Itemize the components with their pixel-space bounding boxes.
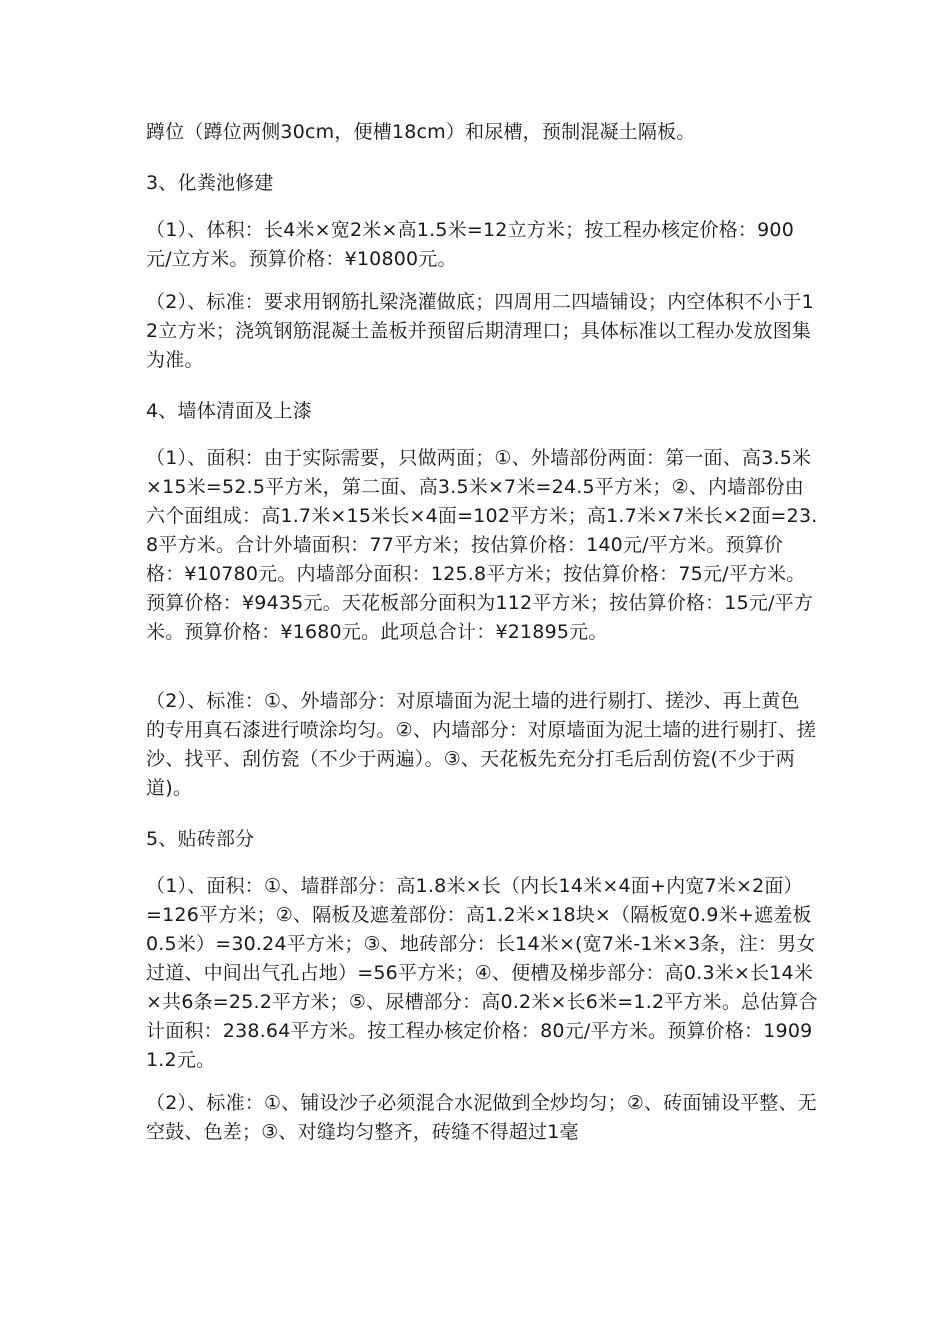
section-heading-wall-painting: 4、墙体清面及上漆	[146, 400, 312, 422]
paragraph-septic-standard: （2）、标准：要求用钢筋扎梁浇灌做底；四周用二四墙铺设；内空体积不小于12立方米；浇筑钢筋混凝土盖板并预留后期清理口；具体标准以工程办发放图集为准。	[146, 291, 814, 371]
document-page	[146, 118, 818, 1161]
paragraph-toilet-layout: 蹲位（蹲位两侧30cm，便槽18cm）和尿槽，预制混凝土隔板。	[146, 121, 696, 143]
paragraph-wall-standard: （2）、标准：①、外墙部分：对原墙面为泥土墙的进行剔打、搓沙、再上黄色的专用真石漆进行喷涂均匀。②、内墙部分：对原墙面为泥土墙的进行剔打、搓沙、找平、刮仿瓷（不少于两遍）。③、天花板先充分打毛后刮仿瓷(不少于两道)。	[146, 690, 817, 799]
section-heading-septic-tank: 3、化粪池修建	[146, 172, 274, 194]
section-heading-tiling: 5、贴砖部分	[146, 828, 255, 850]
paragraph-tiling-standard: （2）、标准：①、铺设沙子必须混合水泥做到全炒均匀；②、砖面铺设平整、无空鼓、色差；③、对缝均匀整齐，砖缝不得超过1毫	[146, 1092, 817, 1143]
paragraph-septic-volume: （1）、体积：长4米×宽2米×高1.5米=12立方米；按工程办核定价格：900元/立方米。预算价格：¥10800元。	[146, 219, 794, 270]
paragraph-wall-area: （1）、面积：由于实际需要，只做两面；①、外墙部份两面：第一面、高3.5米×15米=52.5平方米，第二面、高3.5米×7米=24.5平方米；②、内墙部份由六个面组成：高1.7米×15米长×4面=102平方米；高1.7米×7米长×2面=23.8平方米。合计外墙面积：77平方米；按估算价格：140元/平方米。预算价格：¥10780元。内墙部分面积：125.8平方米；按估算价格：75元/平方米。预算价格：¥9435元。天花板部分面积为112平方米；按估算价格：15元/平方米。预算价格：¥1680元。此项总合计：¥21895元。	[146, 447, 818, 643]
paragraph-tiling-area: （1）、面积：①、墙群部分：高1.8米×长（内长14米×4面+内宽7米×2面）=126平方米；②、隔板及遮羞部份：高1.2米×18块×（隔板宽0.9米+遮羞板0.5米）=30.24平方米；③、地砖部分：长14米×(宽7米-1米×3条，注：男女过道、中间出气孔占地）=56平方米；④、便槽及梯步部分：高0.3米×长14米×共6条=25.2平方米；⑤、尿槽部分：高0.2米×长6米=1.2平方米。总估算合计面积：238.64平方米。按工程办核定价格：80元/平方米。预算价格：19091.2元。	[146, 875, 818, 1071]
